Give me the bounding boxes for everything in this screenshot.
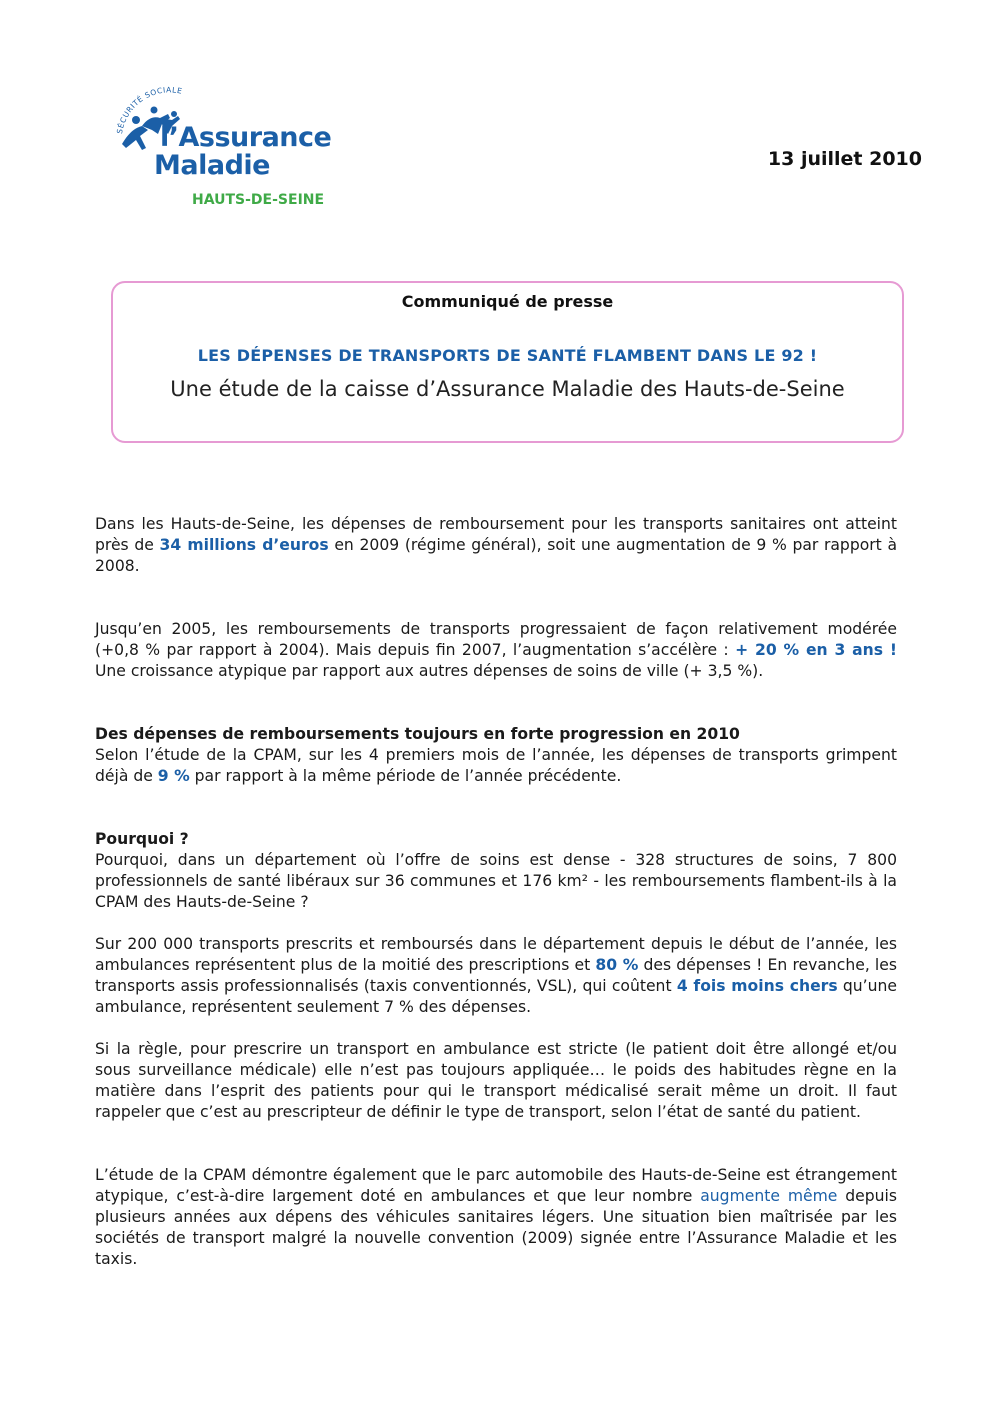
text: L’étude de la CPAM démontre également que le parc automobile des Hauts-de-Seine est étrangement atypique, c’est-à-dire largement doté en ambulances et que leur nombre	[95, 1166, 897, 1205]
paragraph-last	[95, 1165, 897, 1270]
text: en 2009 (régime général), soit une augmentation de 9 % par rapport à 2008.	[95, 536, 898, 575]
brand-line-1: l’Assurance	[160, 122, 332, 153]
text: par rapport à la même période de l’année précédente.	[189, 767, 622, 785]
headline-box	[111, 281, 904, 443]
article-body	[95, 514, 897, 1270]
headline: LES DÉPENSES DE TRANSPORTS DE SANTÉ FLAMBENT DANS LE 92 !	[197, 346, 818, 365]
text: Une croissance atypique par rapport aux autres dépenses de soins de ville (+ 3,5 %).	[95, 662, 764, 680]
paragraph-2010	[95, 745, 897, 787]
text: des dépenses ! En revanche, les transports assis professionnalisés (taxis conventionnés, VSL), qui coûtent	[95, 956, 897, 995]
text: depuis plusieurs années aux dépens des véhicules sanitaires légers. Une situation bien maîtrisée par les sociétés de transport malgré la nouvelle convention (2009) signée entre l’Assurance Maladie et les taxis.	[95, 1187, 897, 1268]
paragraph-1	[95, 514, 897, 577]
paragraph-pourquoi-3: Si la règle, pour prescrire un transport en ambulance est stricte (le patient doit être allongé et/ou sous surveillance médicale) elle n’est pas toujours appliquée… le poids des habitudes règne en la matière dans l’esprit des patients pour qui le transport médicalisé serait même un droit. Il faut rappeler que c’est au prescripteur de définir le type de transport, selon l’état de santé du patient.	[95, 1040, 897, 1121]
highlight: augmente même	[700, 1187, 838, 1205]
section-heading-2010: Des dépenses de remboursements toujours en forte progression en 2010	[95, 725, 740, 743]
press-release-label: Communiqué de presse	[401, 292, 614, 311]
release-date: 13 juillet 2010	[767, 148, 922, 170]
text: Jusqu’en 2005, les remboursements de transports progressaient de façon relativement modérée (+0,8 % par rapport à 2004). Mais depuis fin 2007, l’augmentation s’accélère :	[95, 620, 897, 659]
brand-line-2: Maladie	[154, 150, 270, 181]
text: Dans les Hauts-de-Seine, les dépenses de remboursement pour les transports sanitaires ont atteint près de	[95, 515, 897, 554]
arc-text: SÉCURITÉ SOCIALE	[115, 86, 184, 135]
paragraph-pourquoi-2	[95, 934, 897, 1018]
subheadline: Une étude de la caisse d’Assurance Maladie des Hauts-de-Seine	[170, 377, 845, 401]
highlight: 80 %	[595, 956, 639, 974]
region-label: HAUTS-DE-SEINE	[192, 192, 325, 208]
highlight: 34 millions d’euros	[159, 536, 329, 554]
highlight: + 20 % en 3 ans !	[735, 641, 898, 659]
highlight: 4 fois moins chers	[676, 977, 838, 995]
paragraph-2	[95, 619, 897, 682]
highlight: 9 %	[157, 767, 190, 785]
section-heading-pourquoi: Pourquoi ?	[95, 830, 189, 848]
text: Sur 200 000 transports prescrits et remboursés dans le département depuis le début de l’année, les ambulances représentent plus de la moitié des prescriptions et	[95, 935, 897, 974]
text: qu’une ambulance, représentent seulement 7 % des dépenses.	[95, 977, 897, 1016]
text: Selon l’étude de la CPAM, sur les 4 premiers mois de l’année, les dépenses de transports grimpent déjà de	[95, 746, 897, 785]
assurance-maladie-logo	[112, 86, 352, 216]
paragraph-pourquoi-1: Pourquoi, dans un département où l’offre de soins est dense - 328 structures de soins, 7 800 professionnels de santé libéraux sur 36 communes et 176 km² - les remboursements flambent-ils à la CPAM des Hauts-de-Seine ?	[95, 851, 897, 911]
